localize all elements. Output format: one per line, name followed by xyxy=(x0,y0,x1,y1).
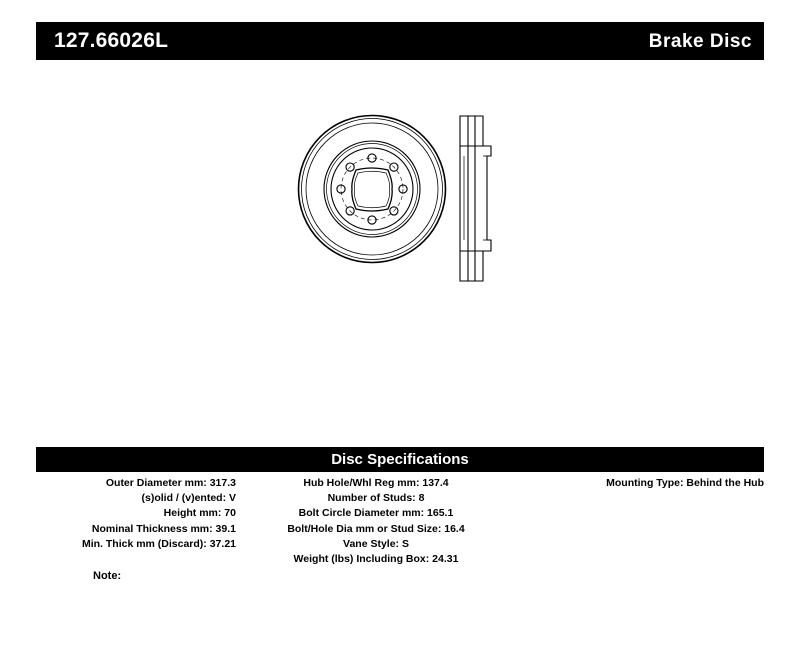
note-label: Note: xyxy=(93,570,122,582)
spec-item: Hub Hole/Whl Reg mm: 137.4 xyxy=(303,477,449,489)
spec-item: Vane Style: S xyxy=(343,537,409,550)
spec-section-title: Disc Specifications xyxy=(331,451,469,468)
spec-item: Bolt Circle Diameter mm: 165.1 xyxy=(298,507,454,520)
spec-columns xyxy=(36,476,764,586)
part-number: 127.66026L xyxy=(54,29,169,52)
drawing-canvas xyxy=(36,70,764,430)
spec-item: Outer Diameter mm: 317.3 xyxy=(105,477,236,489)
spec-item: Bolt/Hole Dia mm or Stud Size: 16.4 xyxy=(287,522,465,535)
page-title: Brake Disc xyxy=(648,31,752,52)
product-drawing xyxy=(36,70,764,430)
brake-disc-cross-section-view xyxy=(460,116,491,281)
spec-item: Mounting Type: Behind the Hub xyxy=(606,477,764,489)
spec-item: (s)olid / (v)ented: V xyxy=(141,492,236,505)
spec-header-bar xyxy=(36,447,764,472)
brake-disc-front-view xyxy=(299,116,446,263)
spec-column-middle xyxy=(251,476,501,567)
spec-column-right xyxy=(526,476,764,491)
spec-item: Number of Studs: 8 xyxy=(327,492,425,505)
spec-item: Nominal Thickness mm: 39.1 xyxy=(91,522,236,535)
spec-item: Height mm: 70 xyxy=(163,507,236,520)
spec-item: Min. Thick mm (Discard): 37.21 xyxy=(81,537,236,550)
spec-item: Weight (lbs) Including Box: 24.31 xyxy=(293,553,459,566)
spec-column-left xyxy=(36,476,236,552)
